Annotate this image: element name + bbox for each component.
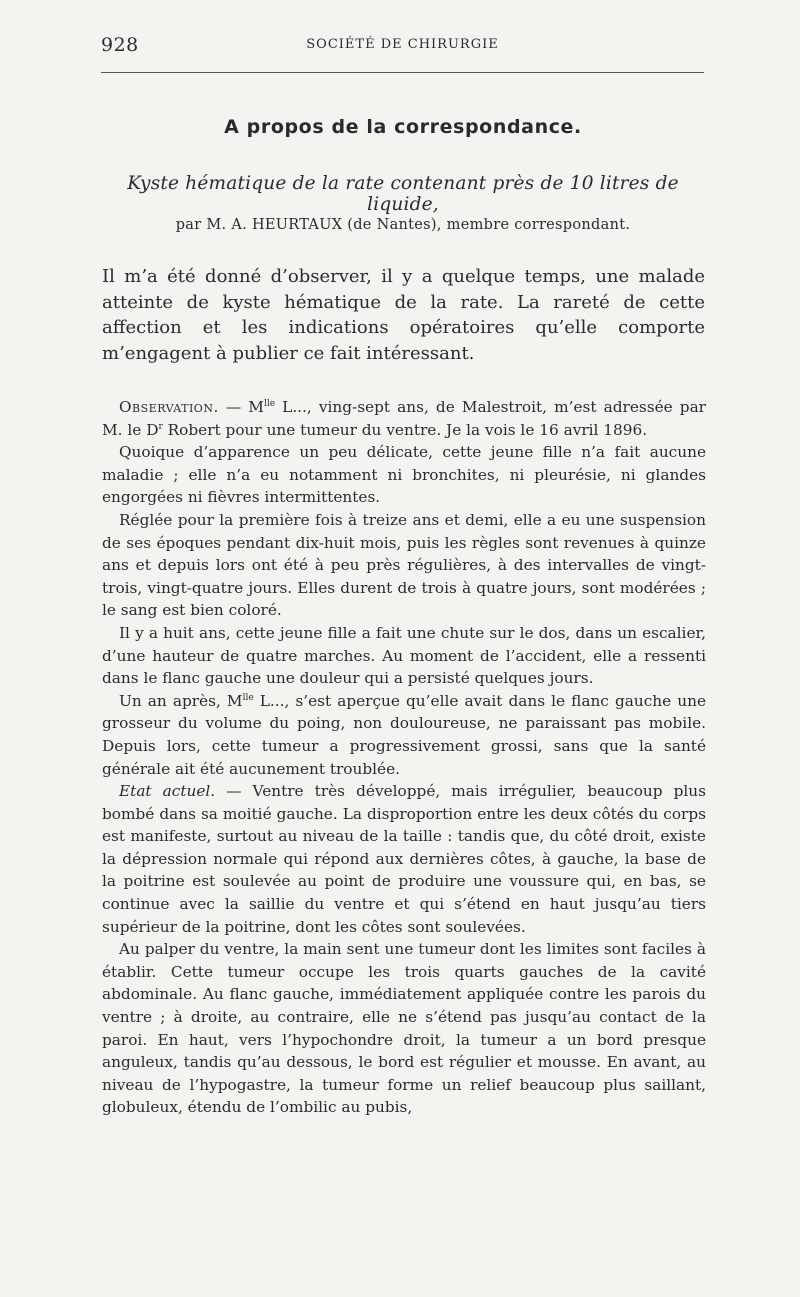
header-rule (101, 72, 704, 73)
observation-paragraph-3: Réglée pour la première fois à treize ans et demi, elle a eu une suspension de ses époques pendant dix-huit mois, puis les règles sont revenues à quinze ans et depuis lors ont été à peu près régulières, à des intervalles de vingt-trois, vingt-quatre jours. Elles durent de trois à quatre jours, sont modérées ; le sang est bien coloré. (102, 510, 706, 620)
observation-paragraph-1: Observation. — $M^{lle}$ L..., ving-sept ans, de Malestroit, m’est adressée par M. le $D^r$ Robert pour une tumeur du ventre. Je la vois le 16 avril 1896. (102, 398, 706, 439)
section-title: A propos de la correspondance. (224, 116, 582, 138)
intro-paragraph: Il m’a été donné d’observer, il y a quelque temps, une malade atteinte de kyste hématique de la rate. La rareté de cette affection et les indications opératoires qu’elle comporte m’engagent à publier ce fait intéressant. (102, 266, 705, 364)
etat-actuel-label: Etat actuel. (119, 782, 216, 801)
article-title: Kyste hématique de la rate contenant près de 10 litres de liquide, (127, 173, 679, 215)
observation-paragraph-2: Quoique d’apparence un peu délicate, cette jeune fille n’a fait aucune maladie ; elle n’a eu notamment ni bronchites, ni pleurésie, ni glandes engorgées ni fièvres intermittentes. (102, 443, 706, 507)
byline: par M. A. HEURTAUX (de Nantes), membre correspondant. (175, 217, 631, 233)
running-head (101, 34, 704, 58)
observation-paragraph-7: Au palper du ventre, la main sent une tumeur dont les limites sont faciles à établir. Cette tumeur occupe les trois quarts gauches de la cavité abdominale. Au flanc gauche, immédiatement appliquée contre les parois du ventre ; à droite, au contraire, elle ne s’étend pas jusqu’au contact de la paroi. En haut, vers l’hypochondre droit, la tumeur a un bord presque anguleux, tandis qu’au dessous, le bord est régulier et mousse. En avant, au niveau de l’hypogastre, la tumeur forme un relief beaucoup plus saillant, globuleux, étendu de l’ombilic au pubis, (102, 940, 706, 1117)
observation-body (102, 396, 706, 1119)
page-number: 928 (101, 34, 139, 56)
observation-paragraph-6: Etat actuel. — Ventre très développé, mais irrégulier, beaucoup plus bombé dans sa moitié gauche. La disproportion entre les deux côtés du corps est manifeste, surtout au niveau de la taille : tandis que, du côté droit, existe la dépression normale qui répond aux dernières côtes, à gauche, la base de la poitrine est soulevée au point de produire une voussure qui, en bas, se continue avec la saillie du ventre et qui s’étend en haut jusqu’au tiers supérieur de la poitrine, dont les côtes sont soulevées. (102, 782, 707, 936)
observation-label: Observation. (119, 398, 219, 416)
running-title: SOCIÉTÉ DE CHIRURGIE (306, 37, 499, 52)
observation-paragraph-5: Un an après, $M^{lle}$ L..., s’est aperçue qu’elle avait dans le flanc gauche une grosseur du volume du poing, non douloureuse, ne paraissant pas mobile. Depuis lors, cette tumeur a progressivement grossi, sans que la santé générale ait été aucunement troublée. (102, 691, 706, 778)
observation-paragraph-4: Il y a huit ans, cette jeune fille a fait une chute sur le dos, dans un escalier, d’une hauteur de quatre marches. Au moment de l’accident, elle a ressenti dans le flanc gauche une douleur qui a persisté quelques jours. (102, 623, 706, 688)
